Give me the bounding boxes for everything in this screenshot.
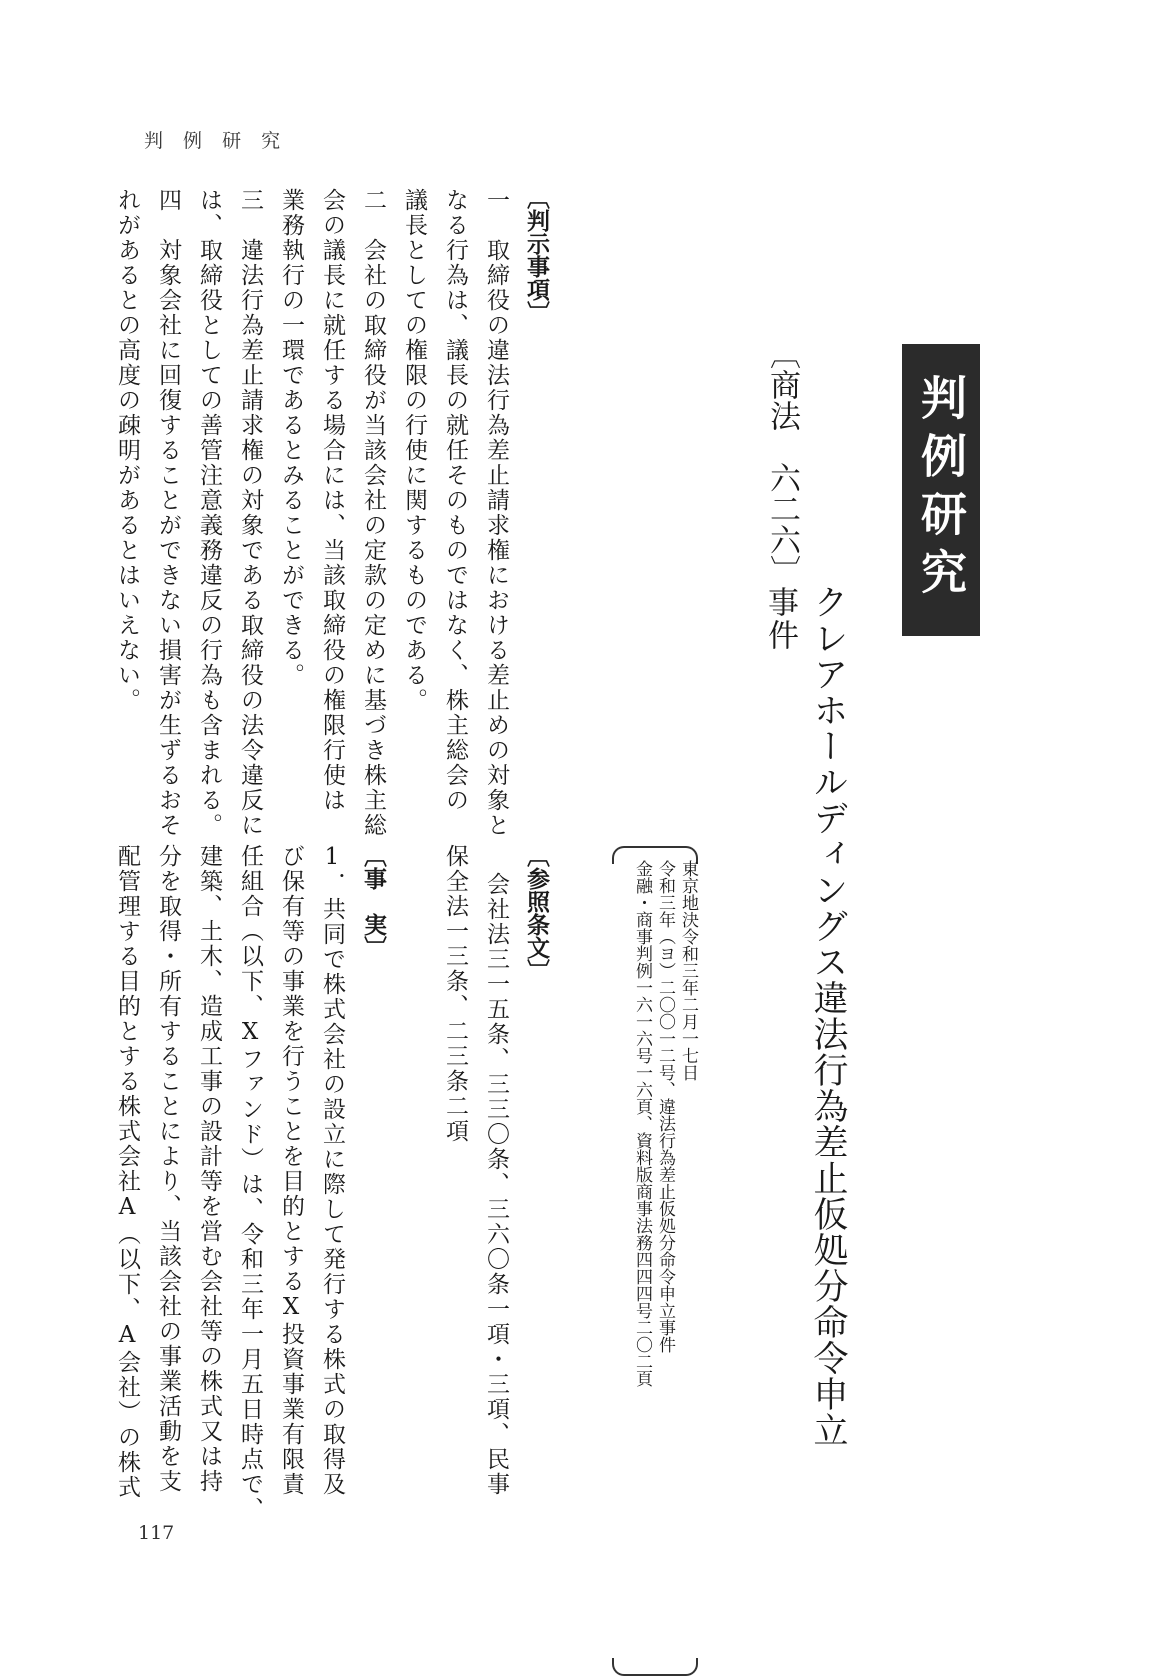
references-heading: 〔参照条文〕: [523, 844, 549, 982]
case-title-suffix: 事件: [762, 586, 798, 652]
holding-line: 四 対象会社に回復することができない損害が生ずるおそ: [155, 188, 181, 838]
facts-line: 配管理する目的とする株式会社A（以下、A会社）の株式: [114, 844, 140, 1500]
holding-line: れがあるとの高度の疎明があるとはいえない。: [114, 188, 140, 713]
page-number: 117: [138, 1522, 175, 1544]
facts-heading: 〔事 実〕: [360, 844, 386, 959]
references-line: 会社法三一五条、三三〇条、三六〇条一項・三項、民事: [483, 872, 509, 1497]
holding-line: 議長としての権限の行使に関するものである。: [401, 188, 427, 713]
holding-line: 会の議長に就任する場合には、当該取締役の権限行使は: [319, 188, 345, 813]
facts-line: 分を取得・所有することにより、当該会社の事業活動を支: [155, 844, 181, 1494]
running-header: 判 例 研 究: [144, 130, 288, 152]
holding-line: 業務執行の一環であるとみることができる。: [278, 188, 304, 688]
facts-line: 1．共同で株式会社の設立に際して発行する株式の取得及: [319, 844, 345, 1497]
court-info-line: 金融・商事判例一六一六号一六頁、資料版商事法務四四四号二〇二頁: [632, 860, 652, 1387]
case-category: 〔商法 六二六〕: [764, 338, 800, 586]
references-line: 保全法一三条、二三条二項: [442, 844, 468, 1144]
holding-line: なる行為は、議長の就任そのものではなく、株主総会の: [442, 188, 468, 813]
section-title-box: 判例研究: [902, 344, 980, 636]
holding-line: 三 違法行為差止請求権の対象である取締役の法令違反に: [237, 188, 263, 838]
holding-line: 二 会社の取締役が当該会社の定款の定めに基づき株主総: [360, 188, 386, 838]
facts-line: 建築、土木、造成工事の設計等を営む会社等の株式又は持: [196, 844, 222, 1494]
holding-line: 一 取締役の違法行為差止請求権における差止めの対象と: [483, 188, 509, 838]
court-info-line: 令和三年（ヨ）二〇〇一二号、違法行為差止仮処分命令申立事件: [655, 860, 675, 1353]
court-info-line: 東京地決令和三年二月一七日: [678, 860, 698, 1081]
case-title: クレアホールディングス違法行為差止仮処分命令申立: [808, 584, 848, 1448]
facts-line: び保有等の事業を行うことを目的とするX投資事業有限責: [278, 844, 304, 1497]
bracket-bottom: [612, 1658, 698, 1676]
holding-heading: 〔判示事項〕: [523, 186, 549, 324]
holding-line: は、取締役としての善管注意義務違反の行為も含まれる。: [196, 188, 222, 838]
facts-line: 任組合（以下、Xファンド）は、令和三年一月五日時点で、: [237, 844, 263, 1522]
